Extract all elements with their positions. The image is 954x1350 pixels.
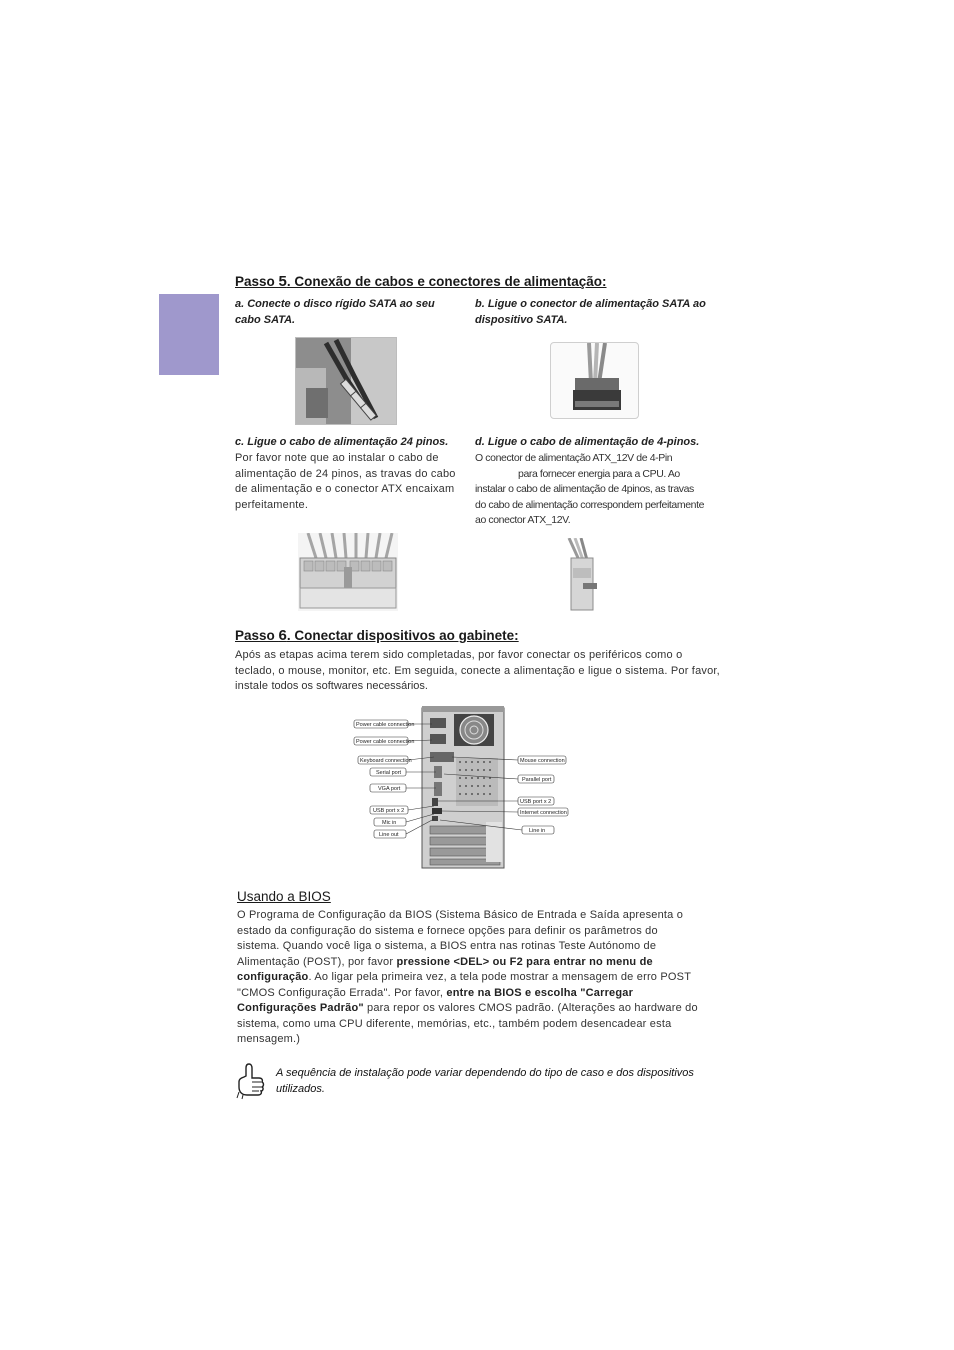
- step6-text: Após as etapas acima terem sido completadas, por favor conectar os periféricos como o teclado, o mouse, monitor, etc. Em seguida, conecte a alimentação e ligue o sistema. Por favor, instale todos os softwares necessários.: [235, 649, 720, 692]
- pointing-hand-icon: [235, 1062, 267, 1100]
- label-vga: VGA port: [378, 786, 401, 792]
- atx12v-photo: [563, 538, 603, 614]
- bios-text: O Programa de Configuração da BIOS (Sistema Básico de Entrada e Saída apresenta o estado da configuração do sistema e fornece opções para definir os parâmetros do sistema. Quando você liga o sistema, a BIOS entra nas rotinas Teste Autónomo de Alimentação (POST), por favor pressione <DEL> ou F2 para entrar no menu de configuração. Ao ligar pela primeira vez, a tela pode mostrar a mensagem de erro POST "CMOS Configuração Errada". Por favor, entre na BIOS e escolha "Carregar Configurações Padrão" para repor os valores CMOS padrão. (Alterações ao hardware do sistema, como uma CPU diferente, memórias, etc., também podem desencadear esta mensagem.): [237, 909, 698, 1045]
- sata-hdd-photo: [295, 337, 397, 425]
- step5c-text: Por favor note que ao instalar o cabo de alimentação de 24 pinos, as travas do cabo de alimentação e o conector ATX encaixam perfeitamente.: [235, 452, 456, 511]
- step5d-line1: O conector de alimentação ATX_12V de 4-Pin: [475, 452, 673, 464]
- sata-power-photo: [550, 342, 639, 419]
- label-serial: Serial port: [376, 770, 402, 776]
- bios-title: Usando a BIOS: [237, 889, 331, 904]
- atx24-photo: [298, 533, 398, 611]
- label-power-1: Power cable connection: [356, 722, 415, 728]
- label-keyboard: Keyboard connection: [360, 758, 412, 764]
- label-parallel: Parallel port: [522, 777, 552, 783]
- case-rear-diagram: [352, 704, 572, 869]
- label-mouse: Mouse connection: [520, 758, 565, 764]
- step5-title: Passo 5. Conexão de cabos e conectores de alimentação:: [235, 273, 607, 290]
- step5d-rest: instalar o cabo de alimentação de 4pinos, as travas do cabo de alimentação correspondem perfeitamente ao conector ATX_12V.: [475, 483, 705, 526]
- label-mic: Mic in: [382, 820, 397, 826]
- step5b-caption: b. Ligue o conector de alimentação SATA ao dispositivo SATA.: [475, 298, 706, 326]
- step5c-caption: c. Ligue o cabo de alimentação 24 pinos.: [235, 436, 449, 448]
- label-usb-right: USB port x 2: [520, 799, 552, 805]
- label-usb-left: USB port x 2: [373, 808, 405, 814]
- install-note: A sequência de instalação pode variar dependendo do tipo de caso e dos dispositivos utilizados.: [276, 1067, 694, 1095]
- case-rear-svg: [352, 704, 572, 869]
- step5a-caption: a. Conecte o disco rígido SATA ao seu cabo SATA.: [235, 298, 435, 326]
- step5d-line2: para fornecer energia para a CPU. Ao: [518, 468, 680, 480]
- label-internet: Internet connection: [520, 810, 567, 816]
- step5d-caption: d. Ligue o cabo de alimentação de 4-pinos.: [475, 436, 700, 448]
- label-power-2: Power cable connection: [356, 739, 415, 745]
- step6-title: Passo 6. Conectar dispositivos ao gabinete:: [235, 627, 519, 644]
- bios-key-instruction: pressione <DEL> ou F2 para entrar no menu de configuração: [237, 955, 653, 983]
- label-lineout: Line out: [379, 832, 399, 838]
- bios-default-instruction: entre na BIOS e escolha "Carregar Configurações Padrão": [237, 986, 634, 1014]
- label-linein: Line in: [529, 828, 546, 834]
- chapter-tab: [159, 294, 219, 375]
